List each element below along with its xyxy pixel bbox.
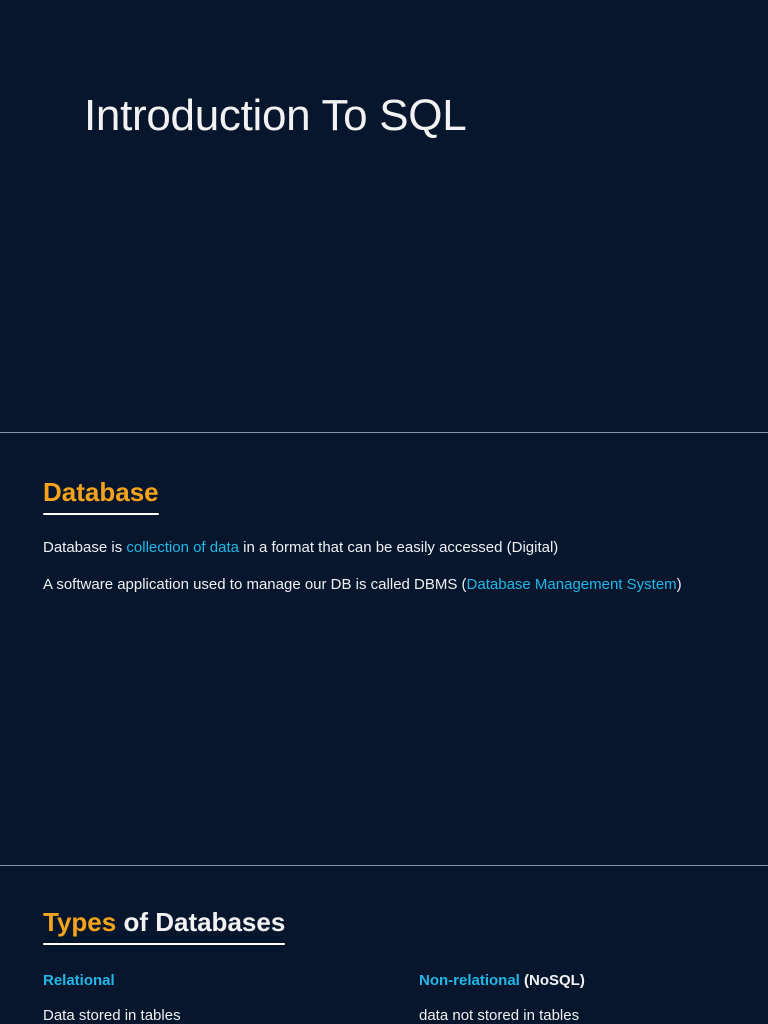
slide-database <box>0 433 768 865</box>
nonrelational-heading-suffix: (NoSQL) <box>519 972 585 989</box>
section-heading-types <box>43 907 285 942</box>
page-title: Introduction To SQL <box>84 91 467 140</box>
slide-types-of-databases <box>0 866 768 1024</box>
nonrelational-heading-label: Non-relational <box>419 972 520 989</box>
relational-description: Data stored in tables <box>43 1007 181 1024</box>
section-heading-database <box>43 477 159 512</box>
section-heading-text: Database <box>43 477 159 507</box>
database-definition <box>43 539 558 556</box>
heading-underline <box>43 513 159 515</box>
nonrelational-heading <box>419 972 585 989</box>
dbms-text-end: ) <box>676 576 682 593</box>
definition-highlight: collection of data <box>126 539 239 556</box>
dbms-highlight: Database Management System <box>466 576 677 593</box>
heading-underline <box>43 943 285 945</box>
heading-accent-word: Types <box>43 907 117 937</box>
nonrelational-description: data not stored in tables <box>419 1007 580 1024</box>
dbms-definition <box>43 576 682 593</box>
dbms-text-start: A software application used to manage our DB is called DBMS ( <box>43 576 467 593</box>
heading-rest: of Databases <box>116 907 286 937</box>
relational-heading: Relational <box>43 972 115 989</box>
slide-title <box>0 0 768 432</box>
definition-text-start: Database is <box>43 539 127 556</box>
definition-text-end: in a format that can be easily accessed (Digital) <box>238 539 559 556</box>
